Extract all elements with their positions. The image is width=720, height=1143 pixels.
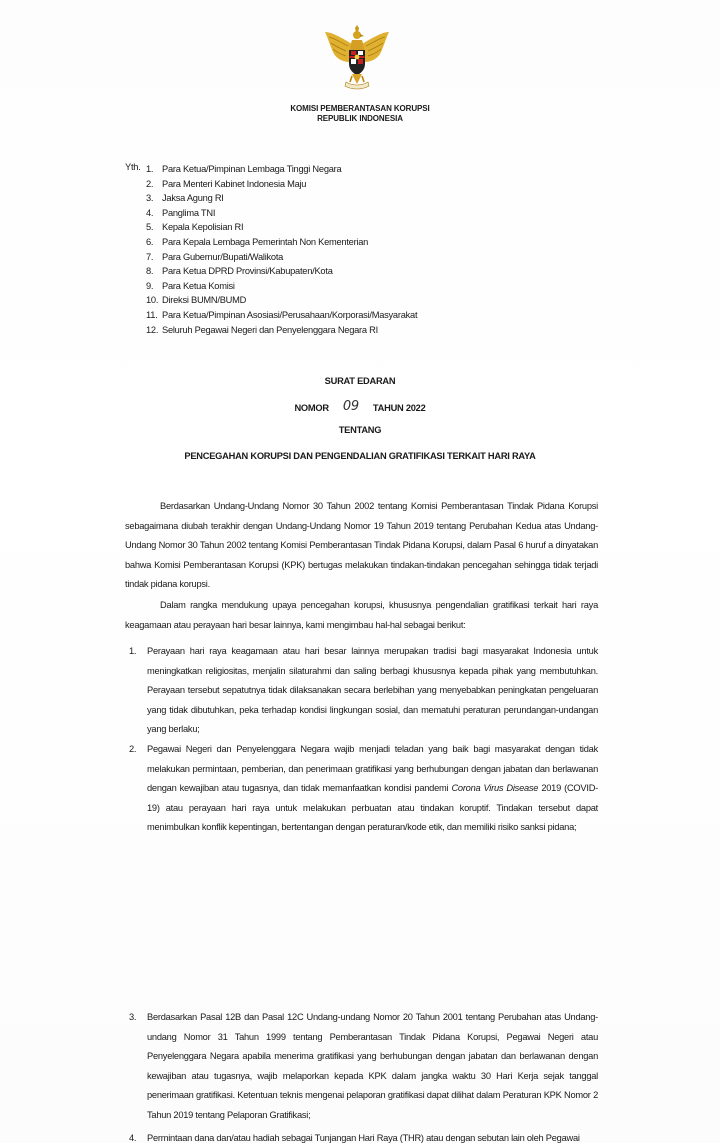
list-number: 2. [146,178,154,189]
list-item [146,323,417,338]
list-number: 7. [146,251,154,262]
list-text: Kepala Kepolisian RI [162,222,244,233]
handwritten-number: 09 [342,399,359,414]
item-number: 3. [129,1012,137,1022]
list-item [146,279,417,294]
document-number-line [0,400,720,415]
list-text: Panglima TNI [162,207,216,218]
list-item [146,235,417,250]
list-text: Para Gubernur/Bupati/Walikota [162,251,284,262]
item-text-part: Pegawai Negeri dan Penyelenggara Negara wajib menjadi teladan yang baik bagi masyarakat dengan tidak melakukan permintaan, pemberian, dan penerimaan gratifikasi yang berhubungan dengan jabatan dan berlawanan dengan kewajiban atau tugasnya, dan tidak memanfaatkan kondisi pandemi [147,744,598,793]
salutation: Yth. [125,162,141,172]
organization-name: KOMISI PEMBERANTASAN KORUPSI [290,104,430,113]
numbered-item-4 [125,1129,598,1143]
list-number: 8. [146,266,154,277]
list-item [146,293,417,308]
list-text: Para Ketua Komisi [162,280,235,291]
numbered-item-2 [125,740,598,838]
list-item [146,264,417,279]
document-type: SURAT EDARAN [324,376,396,386]
recipient-list [146,162,417,337]
list-item [146,220,417,235]
body-paragraph-2: Dalam rangka mendukung upaya pencegahan korupsi, khususnya pengendalian gratifikasi terkait hari raya keagamaan atau perayaan hari besar lainnya, kami mengimbau hal-hal sebagai berikut: [125,600,598,630]
list-number: 12. [146,324,159,335]
tentang-heading: TENTANG [338,425,382,435]
list-item [146,162,417,177]
list-item [146,177,417,192]
item-text-part: 2019 (COVID-19) atau perayaan hari raya untuk melakukan perbuatan atau tindakan koruptif. Tindakan tersebut dapat menimbulkan konflik kepentingan, bertentangan dengan peraturan/kode etik, dan memiliki risiko sanksi pidana; [147,783,599,832]
list-text: Direksi BUMN/BUMD [162,295,247,306]
list-item [146,308,417,323]
subject-heading: PENCEGAHAN KORUPSI DAN PENGENDALIAN GRATIFIKASI TERKAIT HARI RAYA [184,451,536,461]
list-number: 3. [146,193,154,204]
item-number: 4. [129,1133,137,1143]
body-paragraph-1: Berdasarkan Undang-Undang Nomor 30 Tahun 2002 tentang Komisi Pemberantasan Tindak Pidana Korupsi sebagaimana diubah terakhir dengan Undang-Undang Nomor 19 Tahun 2019 tentang Perubahan Kedua atas Undang-Undang Nomor 30 Tahun 2002 tentang Komisi Pemberantasan Tindak Pidana Korupsi, dalam Pasal 6 huruf a dinyatakan bahwa Komisi Pemberantasan Korupsi (KPK) bertugas melakukan tindakan-tindakan pencegahan sehingga tidak terjadi tindak pidana korupsi. [125,501,598,589]
list-item [146,206,417,221]
item-number: 2. [129,744,137,754]
list-item [146,250,417,265]
organization-country: REPUBLIK INDONESIA [317,114,403,123]
list-number: 5. [146,222,154,233]
item-text-italic: Corona Virus Disease [451,783,539,793]
list-number: 10. [146,295,159,306]
list-text: Para Kepala Lembaga Pemerintah Non Kementerian [162,236,369,247]
item-text: Perayaan hari raya keagamaan atau hari besar lainnya merupakan tradisi bagi masyarakat Indonesia untuk meningkatkan religiositas, menjalin silaturahmi dan saling berbagi khususnya kepada pihak yang membutuhkan. Perayaan tersebut sepatutnya tidak dilaksanakan secara berlebihan yang menyebabkan peningkatan pengeluaran yang tidak dibutuhkan, peka terhadap kondisi lingkungan sosial, dan mematuhi peraturan perundangan-undangan yang berlaku; [147,646,598,734]
list-text: Para Ketua DPRD Provinsi/Kabupaten/Kota [162,266,333,277]
numbered-item-1 [125,642,598,740]
list-number: 9. [146,280,154,291]
list-number: 4. [146,207,154,218]
list-text: Para Ketua/Pimpinan Lembaga Tinggi Negara [162,164,342,174]
numbered-item-3 [125,1008,598,1125]
list-text: Para Ketua/Pimpinan Asosiasi/Perusahaan/Korporasi/Masyarakat [162,309,418,320]
list-text: Seluruh Pegawai Negeri dan Penyelenggara Negara RI [162,324,378,335]
garuda-pancasila-emblem-icon [322,24,392,94]
list-item [146,191,417,206]
list-number: 1. [146,164,154,174]
list-number: 6. [146,236,154,247]
item-text: Permintaan dana dan/atau hadiah sebagai Tunjangan Hari Raya (THR) atau dengan sebutan lain oleh Pegawai [147,1133,580,1143]
list-number: 11. [146,309,158,320]
item-number: 1. [129,646,137,656]
item-text [147,740,598,838]
list-text: Para Menteri Kabinet Indonesia Maju [162,178,307,189]
nomor-label: NOMOR [294,403,329,413]
list-text: Jaksa Agung RI [162,193,224,204]
tahun-label: TAHUN 2022 [372,403,426,413]
item-text: Berdasarkan Pasal 12B dan Pasal 12C Undang-undang Nomor 20 Tahun 2001 tentang Perubahan atas Undang-undang Nomor 31 Tahun 1999 tentang Pemberantasan Tindak Pidana Korupsi, Pegawai Negeri atau Penyelenggara Negara apabila menerima gratifikasi yang berhubungan dengan jabatan dan berlawanan dengan kewajiban atau tugasnya, wajib melaporkan kepada KPK dalam jangka waktu 30 Hari Kerja sejak tanggal penerimaan gratifikasi. Ketentuan teknis mengenai pelaporan gratifikasi dapat dilihat dalam Peraturan KPK Nomor 2 Tahun 2019 tentang Pelaporan Gratifikasi; [147,1012,598,1120]
